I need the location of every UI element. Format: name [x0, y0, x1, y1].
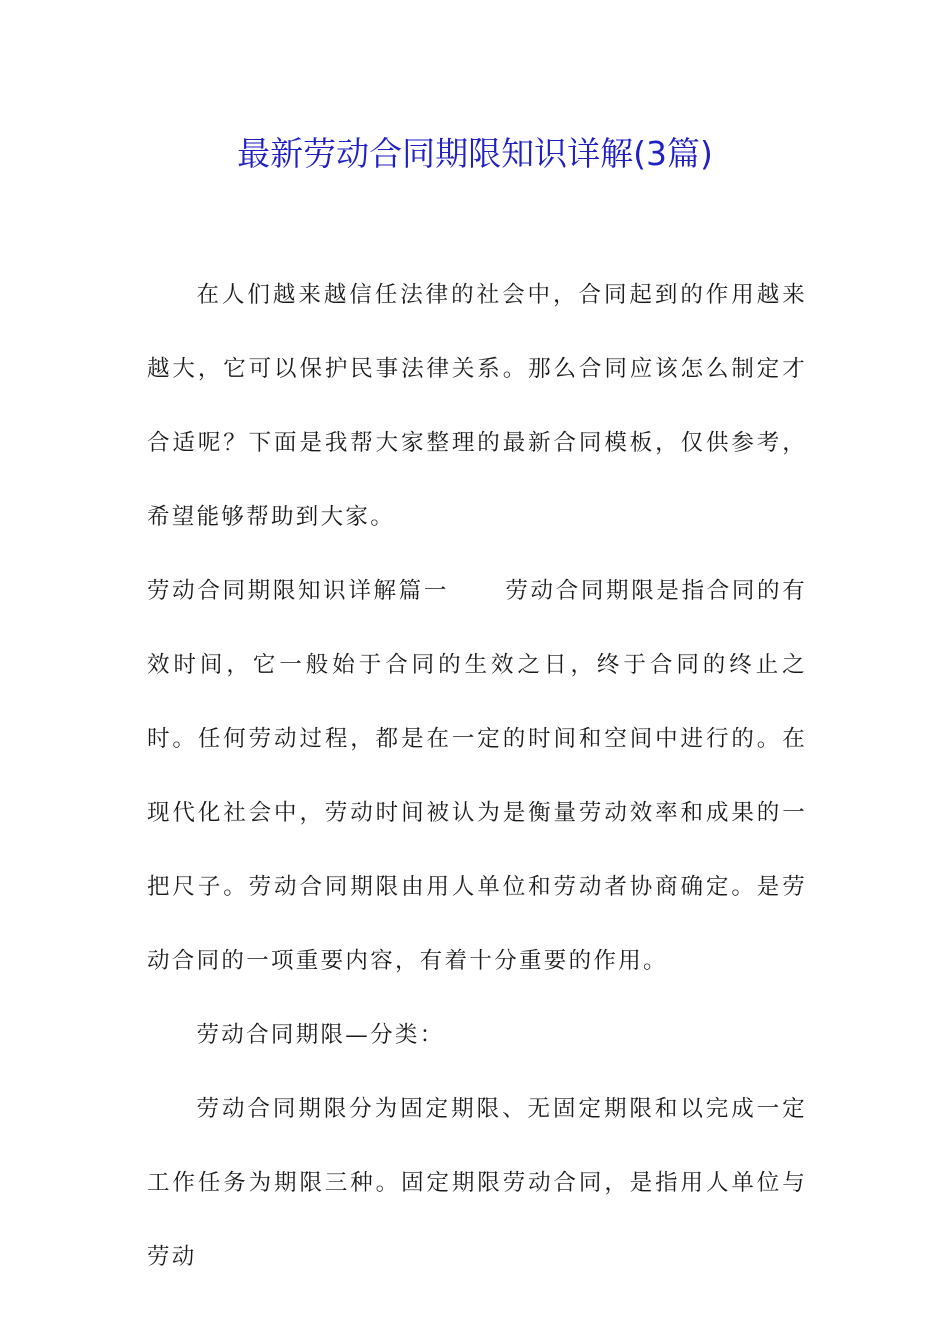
document-body	[147, 258, 807, 1294]
section-heading: 劳动合同期限知识详解篇一	[147, 578, 449, 604]
classification-heading: 劳动合同期限—分类：	[196, 1022, 445, 1048]
document-title: 最新劳动合同期限知识详解(3篇)	[237, 134, 713, 173]
classification-paragraph: 劳动合同期限分为固定期限、无固定期限和以完成一定工作任务为期限三种。固定期限劳动合同，是指用人单位与劳动	[147, 1096, 807, 1270]
intro-paragraph: 在人们越来越信任法律的社会中，合同起到的作用越来越大，它可以保护民事法律关系。那么合同应该怎么制定才合适呢？下面是我帮大家整理的最新合同模板，仅供参考，希望能够帮助到大家。	[147, 282, 807, 530]
section-paragraph	[147, 554, 807, 998]
section-paragraph-text: 劳动合同期限是指合同的有效时间，它一般始于合同的生效之日，终于合同的终止之时。任何劳动过程，都是在一定的时间和空间中进行的。在现代化社会中，劳动时间被认为是衡量劳动效率和成果的一把尺子。劳动合同期限由用人单位和劳动者协商确定。是劳动合同的一项重要内容，有着十分重要的作用。	[147, 578, 807, 974]
